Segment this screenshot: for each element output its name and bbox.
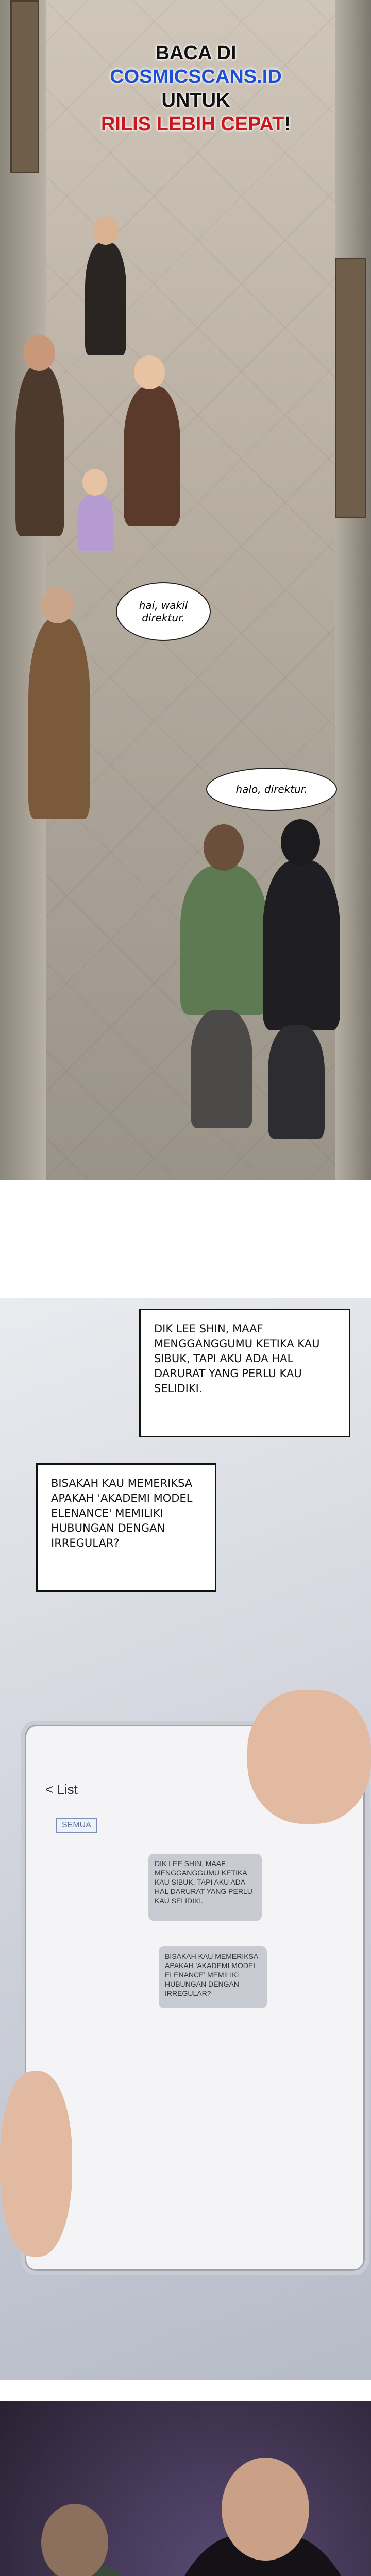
hallway-panel: [0, 0, 371, 1180]
credit-line2c: !: [284, 113, 291, 135]
man-black-head: [281, 819, 320, 866]
speech-box-second: [36, 1463, 216, 1592]
young-man-head: [222, 2458, 309, 2561]
credit-line2b: CEPAT: [221, 113, 284, 135]
speech-box-first: [139, 1309, 350, 1437]
phone-panel: [0, 1298, 371, 2380]
message-bubble-1: [148, 1854, 262, 1921]
woman-head: [23, 335, 55, 371]
credit-line1: BACA DI: [155, 42, 237, 64]
door-right: [335, 258, 366, 518]
bubble-deputy-text: hai, wakil direktur.: [139, 599, 188, 624]
right-wall: [335, 0, 371, 1180]
speech-first-text: DIK LEE SHIN, MAAF MENGGANGGUMU KETIKA KAU SIBUK, TAPI AKU ADA HAL DARURAT YANG PERLU KAU SELIDIKI.: [154, 1323, 320, 1395]
message-bubble-2: [159, 1946, 267, 2008]
credit-site: COSMICSCANS.ID: [110, 66, 282, 88]
message-2-text: BISAKAH KAU MEMERIKSA APAKAH 'AKADEMI MODEL ELENANCE' MEMILIKI HUBUNGAN DENGAN IRREGULAR?: [165, 1952, 258, 1997]
phone-list-header[interactable]: < List: [45, 1782, 78, 1797]
left-wall: [0, 0, 46, 1180]
man-black-legs: [268, 1025, 325, 1139]
bubble-director: [206, 768, 337, 811]
bubble-deputy: [116, 582, 211, 641]
door-left: [10, 0, 39, 173]
old-man-figure: [28, 618, 90, 819]
man-in-black-head: [93, 216, 119, 245]
credit-line2a: RILIS LEBIH: [100, 113, 215, 135]
credit-line1-tail: UNTUK: [161, 90, 230, 111]
man-black-back-figure: [263, 860, 340, 1030]
hand-palm: [0, 2071, 72, 2257]
old-man-head: [41, 587, 74, 623]
man-brown-jacket-head: [134, 355, 165, 389]
message-1-text: DIK LEE SHIN, MAAF MENGGANGGUMU KETIKA KAU SIBUK, TAPI AKU ADA HAL DARURAT YANG PERLU KAU SELIDIKI.: [155, 1859, 252, 1905]
phone-tab-all[interactable]: SEMUA: [56, 1818, 97, 1833]
scanlation-credit: [88, 41, 304, 136]
hand-thumb: [247, 1690, 371, 1824]
man-in-black-figure: [85, 242, 126, 355]
child-head: [82, 469, 107, 496]
bubble-director-text: halo, direktur.: [235, 783, 308, 795]
man-green-head: [204, 824, 244, 871]
speech-second-text: BISAKAH KAU MEMERIKSA APAKAH 'AKADEMI MODEL ELENANCE' MEMILIKI HUBUNGAN DENGAN IRREGULAR?: [51, 1477, 193, 1549]
man-green-legs: [191, 1010, 252, 1128]
man-brown-jacket-figure: [124, 386, 180, 526]
woman-figure: [15, 366, 64, 536]
child-figure: [77, 495, 113, 551]
man-green-jacket-figure: [180, 866, 268, 1015]
dark-aura-panel: [0, 2401, 371, 2576]
old-man-green-head: [41, 2504, 108, 2576]
